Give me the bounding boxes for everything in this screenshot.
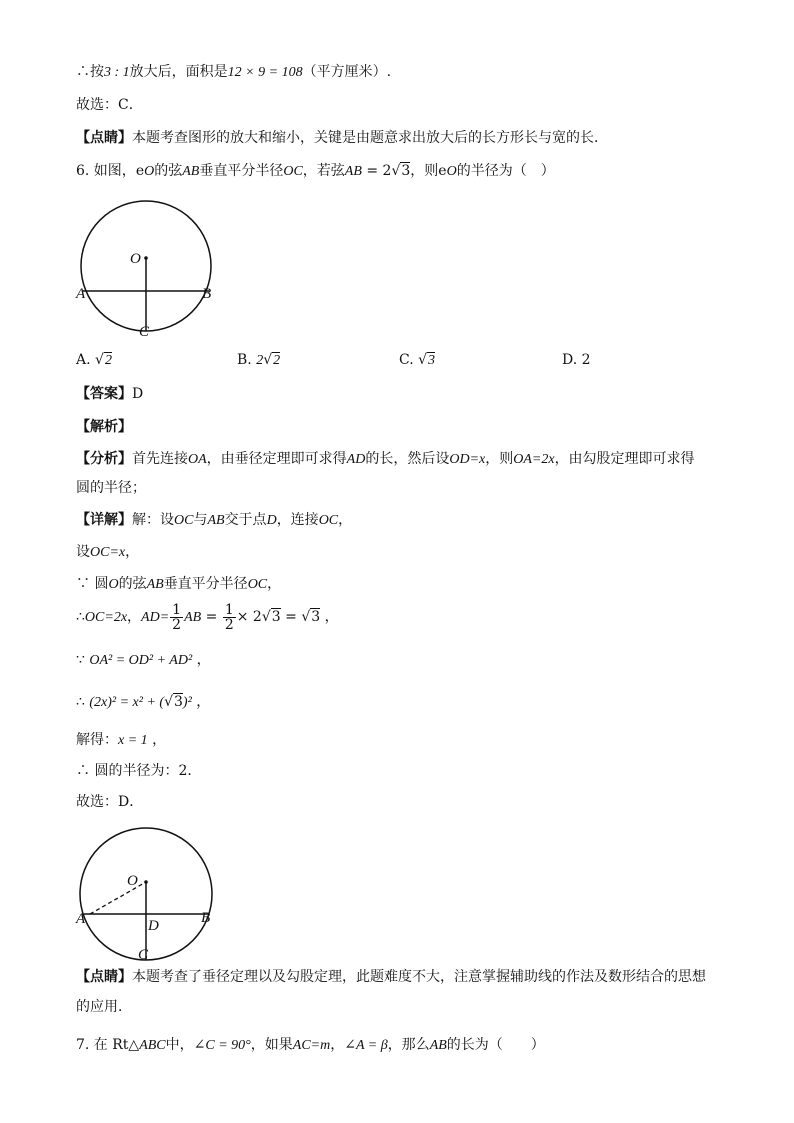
line-choose-c: 故选：C．: [76, 97, 143, 113]
option-a[interactable]: A. √2: [76, 352, 112, 368]
center-point: [144, 880, 148, 884]
label-a: A: [76, 286, 86, 302]
figure-circle-2: [70, 818, 230, 968]
fenxi-line-2: 圆的半径；: [76, 480, 146, 496]
option-d[interactable]: D. 2: [562, 352, 591, 368]
because-line-1: ∵ 圆O的弦AB垂直平分半径OC，: [76, 576, 282, 592]
fraction-half-2: $\frac{1}{2}$: [224, 601, 234, 633]
answer-line: 【答案】D: [76, 386, 144, 402]
radius-line: ∴ 圆的半径为：2．: [76, 763, 202, 779]
label-a: A: [76, 911, 86, 927]
label-b: B: [202, 286, 212, 302]
therefore-line-2: ∴ (2x)² = x² + (√3)² ，: [76, 694, 211, 710]
label-o: O: [130, 251, 141, 267]
solve-line: 解得：x = 1 ，: [76, 732, 167, 748]
dianjing-line-2b: 的应用．: [76, 999, 132, 1015]
question-6: 6. 如图，eO的弦AB垂直平分半径OC，若弦AB = 2√3，则eO的半径为（ ）: [76, 163, 555, 179]
set-x-line: 设OC=x，: [76, 544, 140, 560]
xiangjie-line: 【详解】解：设OC与AB交于点D，连接OC，: [76, 512, 353, 528]
choose-d-line: 故选：D．: [76, 794, 144, 810]
label-b: B: [201, 910, 211, 926]
jiexi-heading: 【解析】: [76, 419, 132, 435]
option-c[interactable]: C. √3: [399, 352, 436, 368]
line-dianjing-1: 【点睛】本题考查图形的放大和缩小，关键是由题意求出放大后的长方形长与宽的长．: [76, 130, 608, 146]
fraction-half-1: $\frac{1}{2}$: [172, 601, 182, 633]
line-area-result: ∴按3 : 1放大后，面积是12 × 9 = 108（平方厘米）.: [76, 64, 392, 80]
because-line-2: ∵ OA² = OD² + AD² ，: [76, 652, 211, 668]
label-c: C: [138, 947, 149, 963]
therefore-line-1: ∴OC=2x，AD= $\frac{1}{2}$ AB = $\frac{1}{2}$ × 2√3 = √3 ，: [76, 601, 339, 633]
label-d: D: [148, 918, 159, 934]
center-point: [144, 256, 148, 260]
fenxi-line-1: 【分析】首先连接OA，由垂径定理即可求得AD的长，然后设OD=x，则OA=2x，由勾股定理即可求得: [76, 451, 695, 467]
label-o: O: [127, 873, 138, 889]
dianjing-line-2: 【点睛】本题考查了垂径定理以及勾股定理，此题难度不大，注意掌握辅助线的作法及数形结合的思想: [76, 969, 706, 985]
figure-circle-1: [70, 190, 230, 340]
option-b[interactable]: B. 2√2: [237, 352, 281, 368]
question-7: 7. 在 Rt△ABC中，∠C = 90°，如果AC=m，∠A = β，那么AB的长为（ ）: [76, 1037, 545, 1053]
label-c: C: [139, 324, 150, 340]
